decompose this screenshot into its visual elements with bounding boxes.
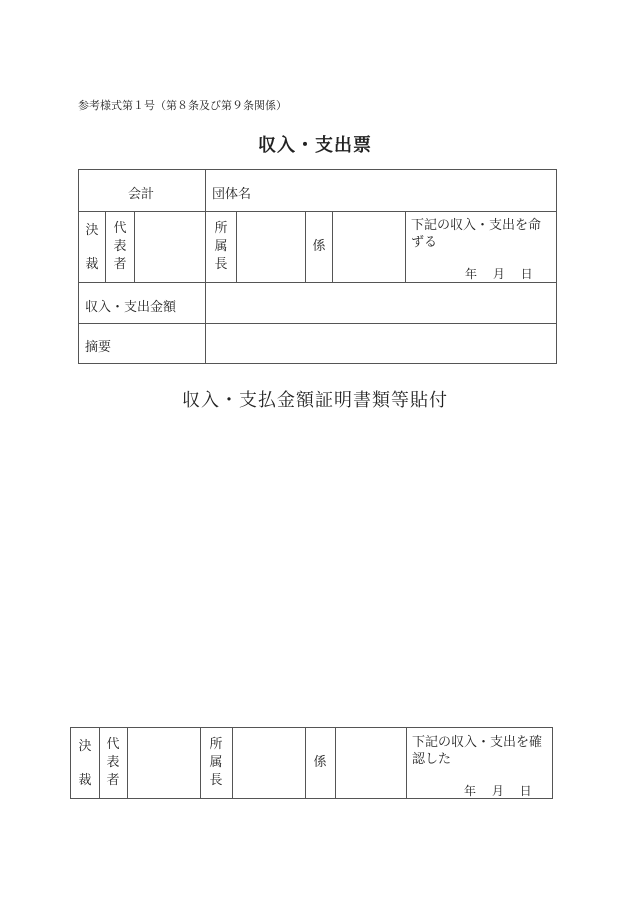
department-head-char-3: 長 bbox=[214, 257, 228, 272]
confirm-text-line1: 下記の収入・支出を確 bbox=[412, 735, 543, 750]
accounting-label: 会計 bbox=[128, 187, 155, 202]
staff-label: 係 bbox=[312, 239, 326, 254]
page-title: 収入・支出票 bbox=[258, 135, 372, 156]
representative-char-2: 表 bbox=[113, 239, 127, 254]
decision-char-1: 決 bbox=[85, 223, 99, 238]
group-name-label: 団体名 bbox=[212, 187, 252, 202]
form-reference: 参考様式第１号（第８条及び第９条関係） bbox=[78, 99, 287, 112]
order-text-line1: 下記の収入・支出を命 bbox=[411, 218, 542, 233]
amount-label: 収入・支出金額 bbox=[85, 300, 177, 315]
bottom-representative-char-3: 者 bbox=[106, 773, 120, 788]
bottom-department-head-char-3: 長 bbox=[209, 773, 223, 788]
bottom-decision-char-2: 裁 bbox=[78, 773, 92, 788]
bottom-staff-label: 係 bbox=[313, 755, 327, 770]
bottom-representative-char-2: 表 bbox=[106, 755, 120, 770]
confirm-date: 年 月 日 bbox=[464, 784, 532, 798]
bottom-representative-char-1: 代 bbox=[106, 737, 120, 752]
main-form-table bbox=[78, 169, 557, 364]
confirm-text-line2: 認した bbox=[412, 752, 452, 767]
department-head-char-2: 属 bbox=[214, 239, 228, 254]
summary-label: 摘要 bbox=[85, 340, 112, 355]
order-date: 年 月 日 bbox=[465, 267, 533, 281]
decision-char-2: 裁 bbox=[85, 257, 99, 272]
order-text-line2: ずる bbox=[411, 235, 438, 250]
attachment-area-label: 収入・支払金額証明書類等貼付 bbox=[182, 390, 448, 411]
bottom-department-head-char-2: 属 bbox=[209, 755, 223, 770]
confirmation-table bbox=[70, 727, 553, 799]
bottom-department-head-char-1: 所 bbox=[209, 737, 223, 752]
department-head-char-1: 所 bbox=[214, 221, 228, 236]
representative-char-3: 者 bbox=[113, 257, 127, 272]
bottom-decision-char-1: 決 bbox=[78, 739, 92, 754]
representative-char-1: 代 bbox=[113, 221, 127, 236]
